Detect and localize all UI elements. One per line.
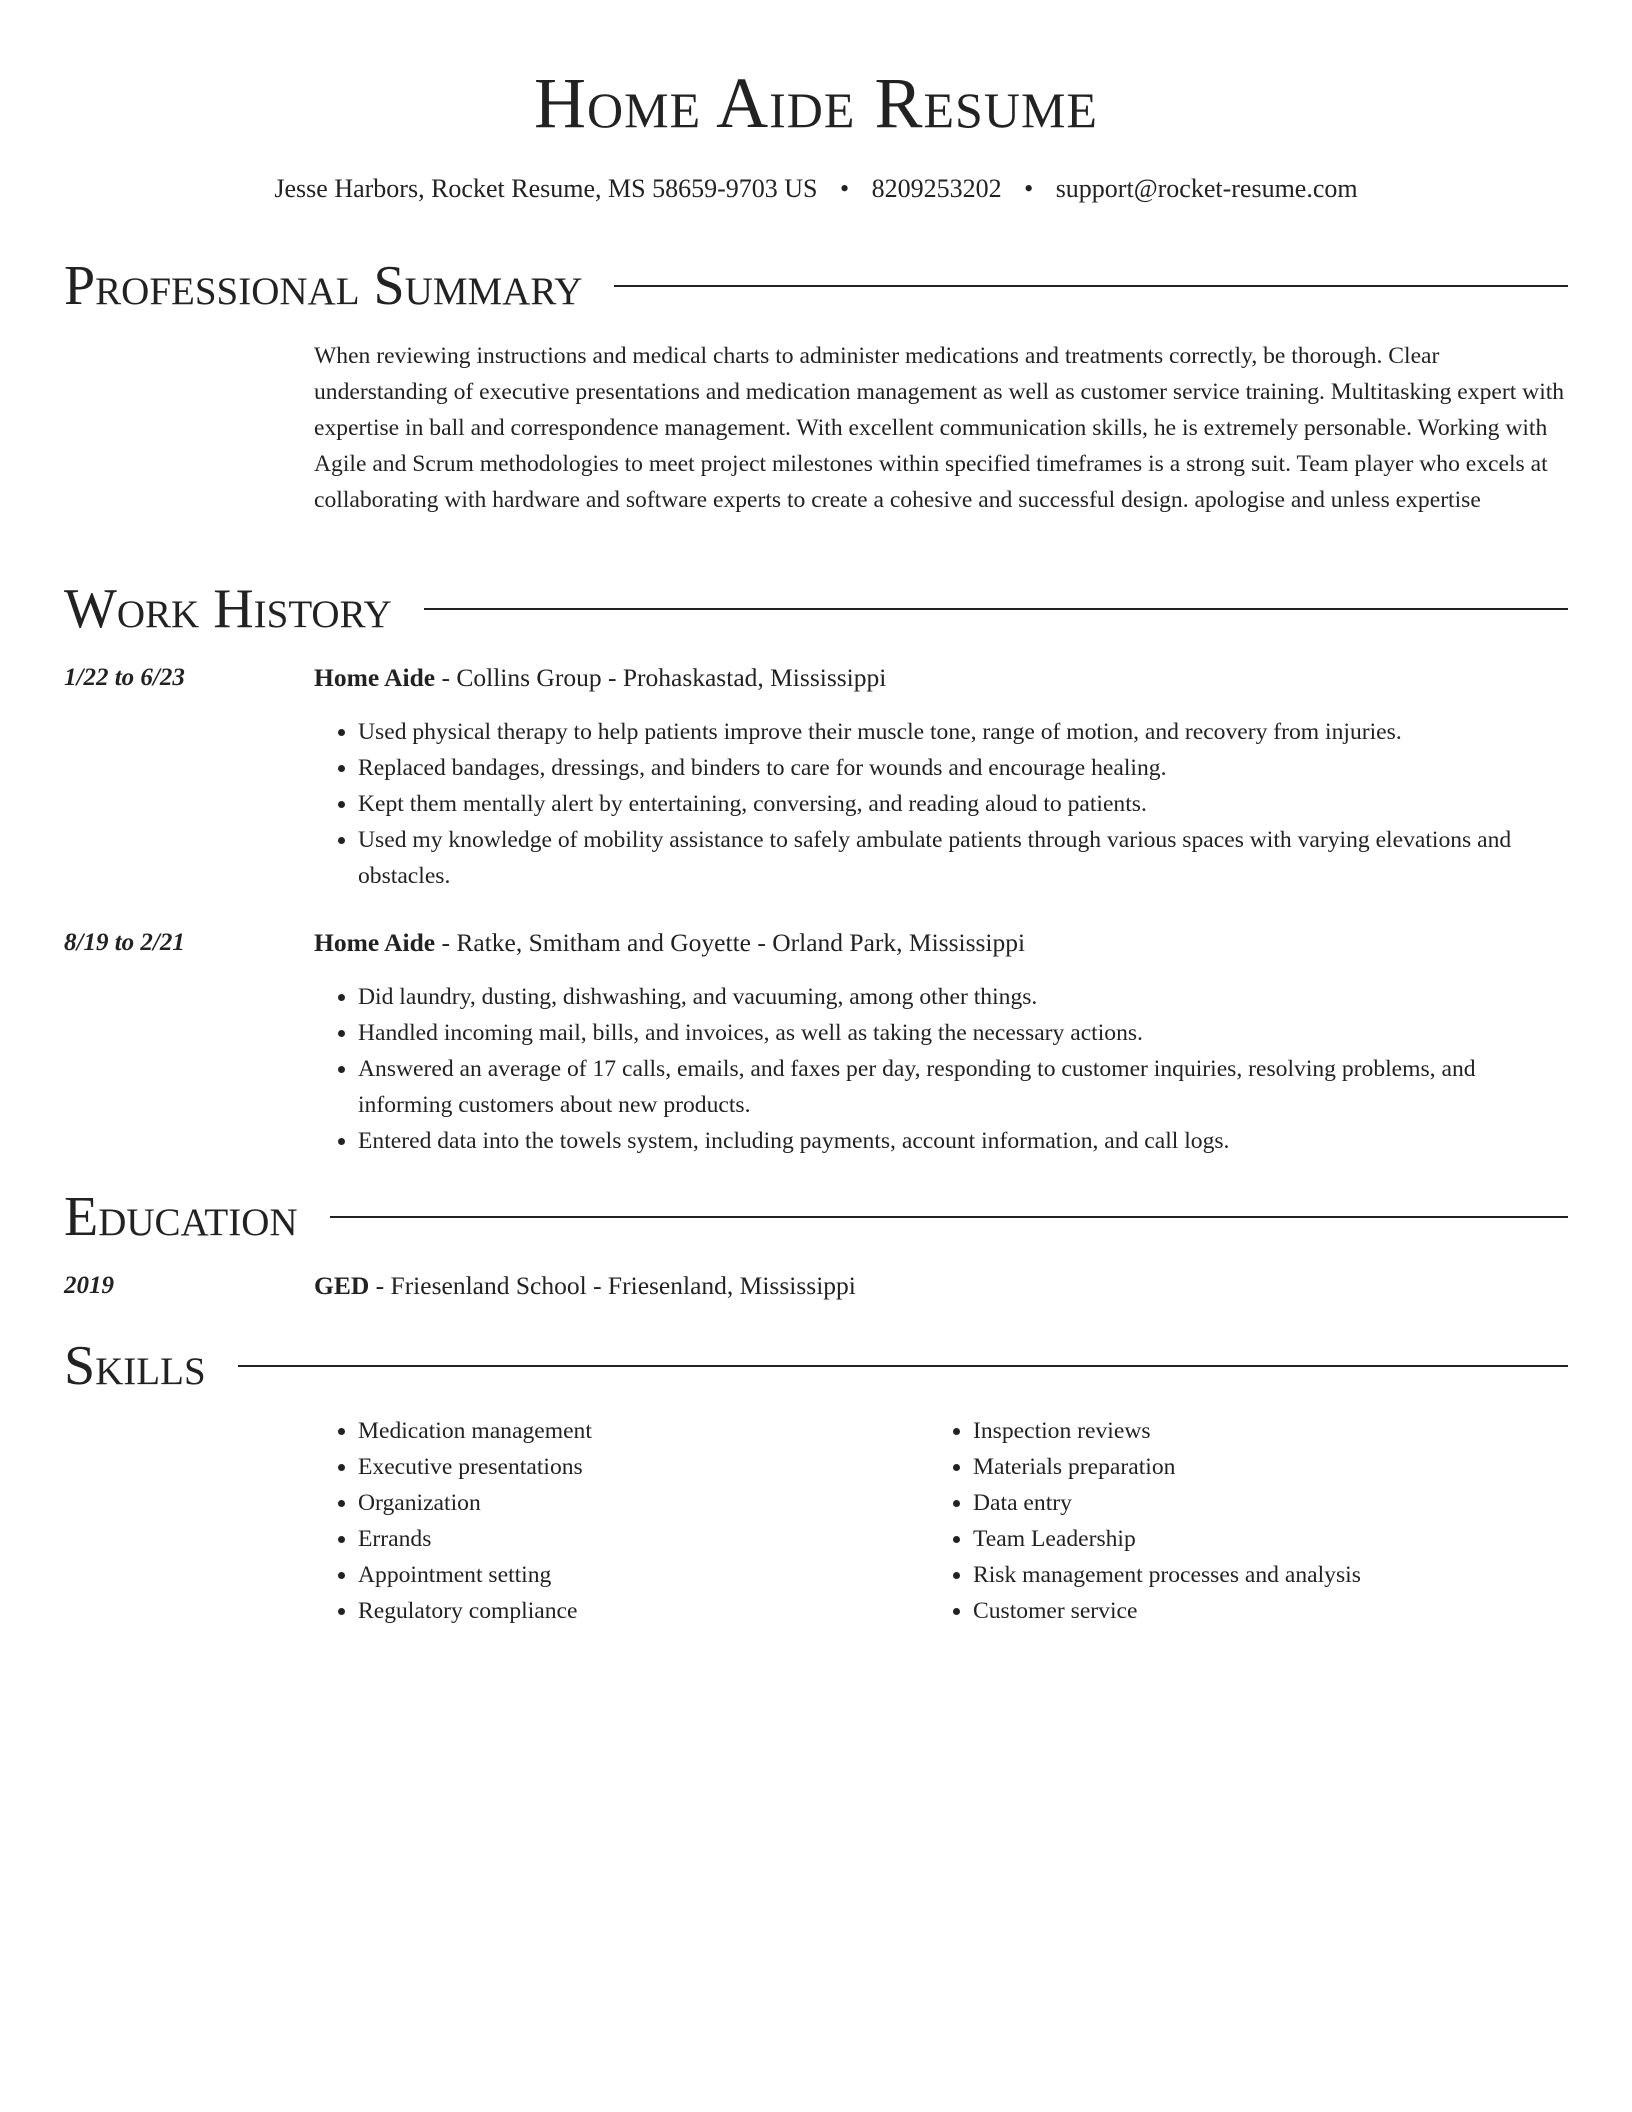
work-section-header (64, 577, 1568, 641)
section-title-work-history: Work History (64, 578, 392, 640)
job-heading (314, 660, 886, 696)
skill-item: • Team Leadership (973, 1521, 1593, 1557)
section-title-skills: Skills (64, 1335, 206, 1397)
skills-list-right (929, 1413, 1593, 1629)
job-title: Home Aide (314, 928, 436, 957)
section-divider (614, 285, 1568, 287)
contact-separator: • (839, 174, 850, 203)
job-duties-list (314, 979, 1568, 1159)
resume-title: Home Aide Resume (534, 63, 1098, 143)
skill-item: • Customer service (973, 1593, 1593, 1629)
skills-list-left (314, 1413, 918, 1629)
job-duties-list (314, 714, 1568, 894)
education-school: - Friesenland School - Friesenland, Mississippi (369, 1271, 856, 1300)
job-duty: • Used my knowledge of mobility assistance to safely ambulate patients through various spaces with varying elevations and obstacles. (358, 822, 1568, 894)
skill-item: • Materials preparation (973, 1449, 1593, 1485)
contact-phone: 8209253202 (871, 174, 1002, 203)
job-employer: - Ratke, Smitham and Goyette - Orland Park, Mississippi (435, 928, 1026, 957)
skill-item: • Organization (358, 1485, 918, 1521)
summary-text: When reviewing instructions and medical charts to administer medications and treatments correctly, be thorough. Clear understanding of executive presentations and medication management as well as customer service training. Multitasking expert with expertise in ball and correspondence management. With excellent communication skills, he is extremely personable. Working with Agile and Scrum methodologies to meet project milestones within specified timeframes is a strong suit. Team player who excels at collaborating with hardware and software experts to create a cohesive and successful design. apologise and unless expertise (314, 343, 1565, 513)
section-title-education: Education (64, 1186, 298, 1248)
skill-item: • Errands (358, 1521, 918, 1557)
contact-separator: • (1024, 174, 1034, 203)
skill-item: • Risk management processes and analysis (973, 1557, 1593, 1593)
skill-item: • Appointment setting (358, 1557, 918, 1593)
job-dates: 8/19 to 2/21 (64, 929, 185, 956)
section-divider (424, 608, 1568, 610)
skill-item: • Medication management (358, 1413, 918, 1449)
education-heading (314, 1268, 856, 1304)
education-degree: GED (314, 1271, 370, 1300)
job-heading (314, 925, 1025, 961)
job-duty: • Answered an average of 17 calls, emails, and faxes per day, responding to customer inquiries, resolving problems, and informing customers about new products. (358, 1051, 1568, 1123)
skills-section-header (64, 1334, 1568, 1398)
job-employer: - Collins Group - Prohaskastad, Mississippi (435, 663, 887, 692)
education-year: 2019 (64, 1272, 114, 1299)
contact-email: support@rocket-resume.com (1055, 174, 1358, 203)
job-duty: • Kept them mentally alert by entertaining, conversing, and reading aloud to patients. (358, 786, 1568, 822)
summary-section-header (64, 254, 1568, 318)
job-duty: • Did laundry, dusting, dishwashing, and vacuuming, among other things. (358, 979, 1568, 1015)
skill-item: • Inspection reviews (973, 1413, 1593, 1449)
skill-item: • Regulatory compliance (358, 1593, 918, 1629)
job-title: Home Aide (314, 663, 436, 692)
education-section-header (64, 1185, 1568, 1249)
job-dates: 1/22 to 6/23 (64, 664, 185, 691)
contact-address: Jesse Harbors, Rocket Resume, MS 58659-9703 US (274, 174, 818, 203)
skill-item: • Data entry (973, 1485, 1593, 1521)
skill-item: • Executive presentations (358, 1449, 918, 1485)
contact-line (0, 172, 1632, 206)
job-duty: • Entered data into the towels system, including payments, account information, and call logs. (358, 1123, 1568, 1159)
section-divider (330, 1216, 1568, 1218)
section-title-summary: Professional Summary (64, 255, 583, 317)
job-duty: • Replaced bandages, dressings, and binders to care for wounds and encourage healing. (358, 750, 1568, 786)
job-duty: • Handled incoming mail, bills, and invoices, as well as taking the necessary actions. (358, 1015, 1568, 1051)
job-duty: • Used physical therapy to help patients improve their muscle tone, range of motion, and recovery from injuries. (358, 714, 1568, 750)
section-divider (238, 1365, 1568, 1367)
